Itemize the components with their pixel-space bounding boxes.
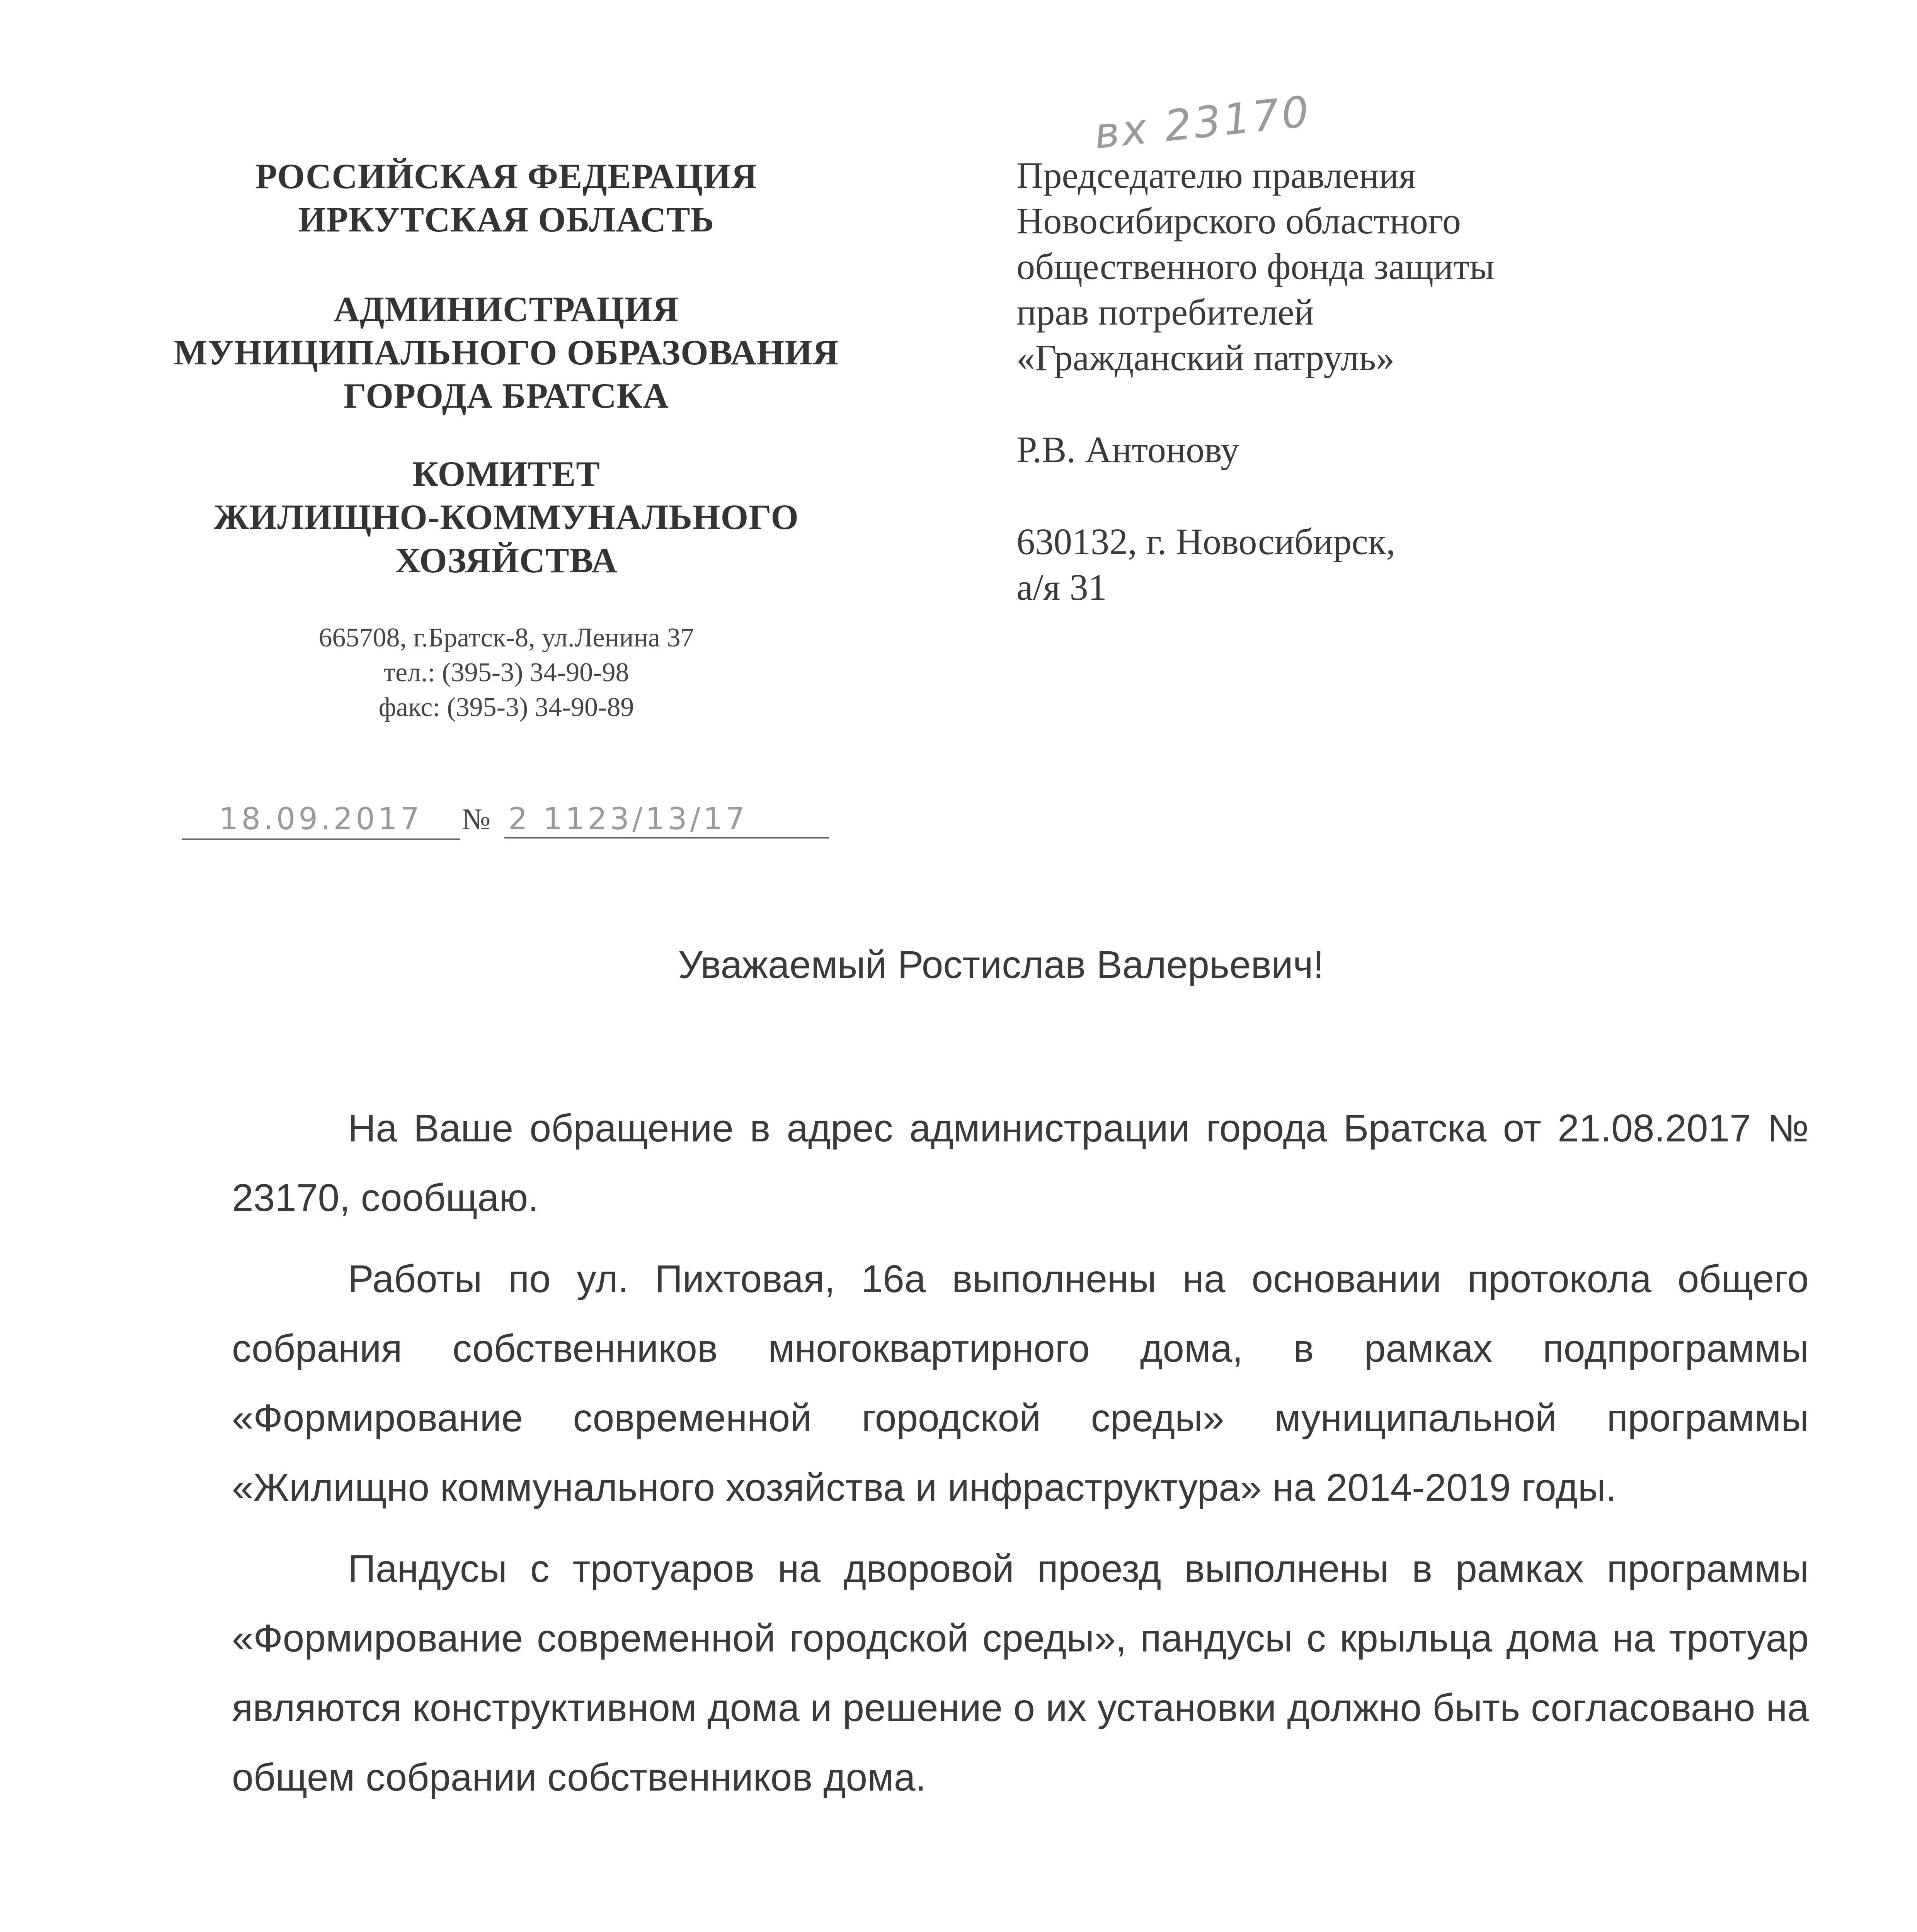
addressee-address2: а/я 31 xyxy=(1016,566,1107,608)
addressee-line3: общественного фонда защиты xyxy=(1016,246,1495,287)
salutation: Уважаемый Ростислав Валерьевич! xyxy=(678,943,1324,986)
letterhead-admin-line3: ГОРОДА БРАТСКА xyxy=(344,376,669,415)
letterhead-admin-line1: АДМИНИСТРАЦИЯ xyxy=(334,289,679,329)
addressee-line5: «Гражданский патруль» xyxy=(1016,337,1395,378)
letterhead-committee-line1: КОМИТЕТ xyxy=(412,454,600,493)
addressee-block xyxy=(1016,153,1867,610)
addressee-address1: 630132, г. Новосибирск, xyxy=(1016,521,1396,562)
outgoing-date: 18.09.2017 xyxy=(182,800,460,840)
letterhead-admin-line2: МУНИЦИПАЛЬНОГО ОБРАЗОВАНИЯ xyxy=(174,333,839,372)
letterhead-country: РОССИЙСКАЯ ФЕДЕРАЦИЯ xyxy=(255,156,758,196)
outgoing-number: 2 1123/13/17 xyxy=(504,800,829,838)
addressee-name: Р.В. Антонову xyxy=(1016,429,1239,470)
letterhead-region: ИРКУТСКАЯ ОБЛАСТЬ xyxy=(298,200,715,239)
body-paragraph-1: На Ваше обращение в адрес администрации города Братска от 21.08.2017 № 23170, сообщаю. xyxy=(232,1107,1809,1219)
outgoing-reference xyxy=(182,800,831,842)
number-sign: № xyxy=(462,802,491,836)
addressee-line4: прав потребителей xyxy=(1016,291,1314,333)
body-paragraph-3: Пандусы с тротуаров на дворовой проезд выполнены в рамках программы «Формирование современной городской среды», пандусы с крыльца дома на тротуар являются конструктивном дома и решение о их установки должно быть согласовано на общем собрании собственников дома. xyxy=(232,1547,1809,1799)
letterhead-phone: тел.: (395-3) 34-90-98 xyxy=(383,658,629,687)
letterhead-committee-line3: ХОЗЯЙСТВА xyxy=(395,541,618,580)
letterhead-committee-line2: ЖИЛИЩНО-КОММУНАЛЬНОГО xyxy=(214,497,799,537)
body-paragraph-2: Работы по ул. Пихтовая, 16а выполнены на основании протокола общего собрания собственников многоквартирного дома, в рамках подпрограммы «Формирование современной городской среды» муниципальной программы «Жилищно коммунального хозяйства и инфраструктура» на 2014-2019 годы. xyxy=(232,1257,1809,1509)
letterhead xyxy=(128,155,885,725)
addressee-line2: Новосибирского областного xyxy=(1016,200,1461,242)
letterhead-address: 665708, г.Братск-8, ул.Ленина 37 xyxy=(318,623,694,653)
incoming-registration-note: вх 23170 xyxy=(1092,86,1314,159)
letter-body xyxy=(232,1094,1809,1812)
letterhead-fax: факс: (395-3) 34-90-89 xyxy=(378,692,634,722)
addressee-line1: Председателю правления xyxy=(1016,155,1416,196)
